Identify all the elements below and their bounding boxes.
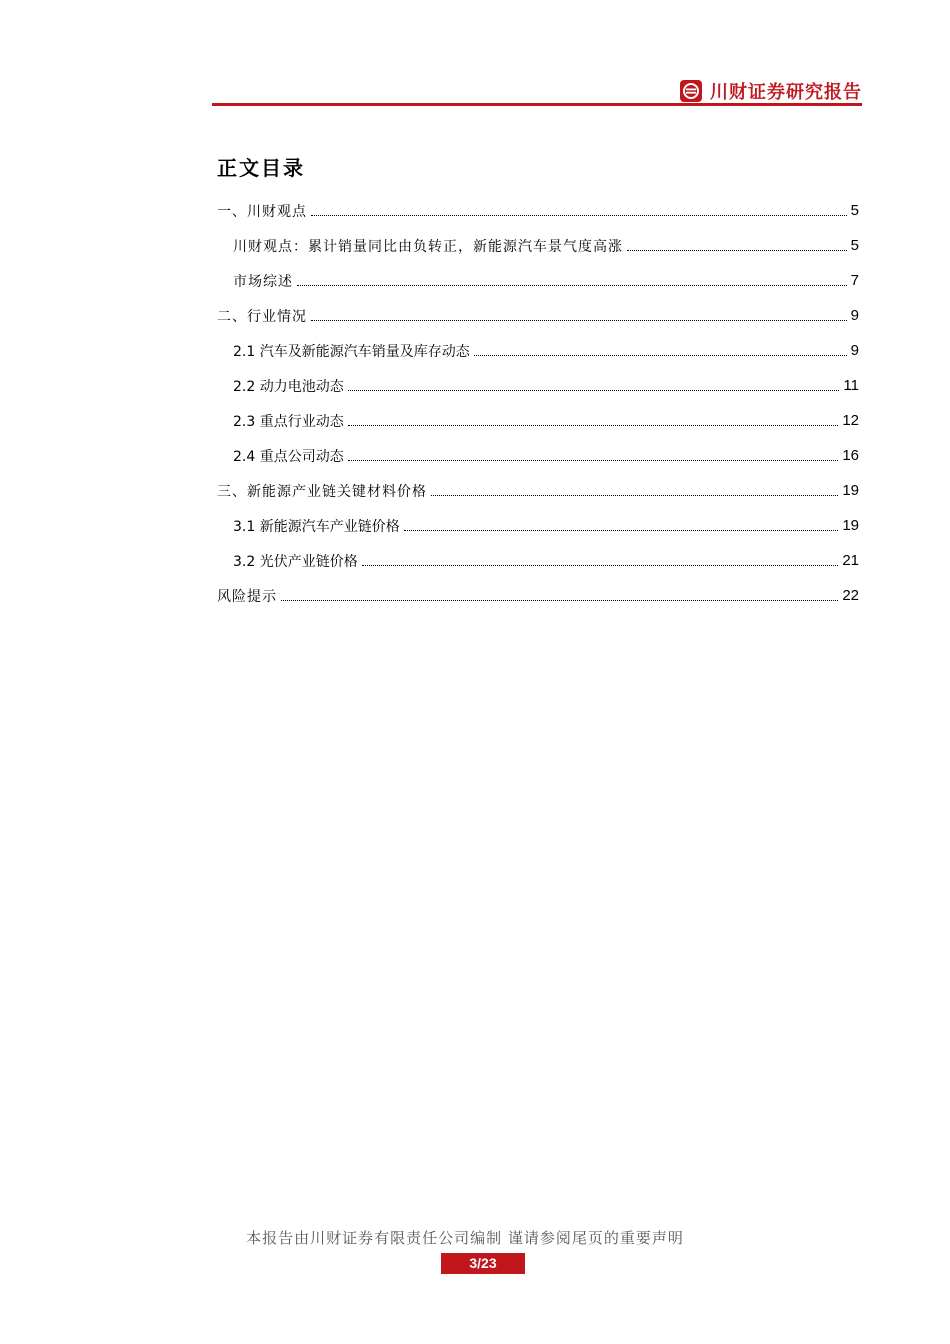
toc-dot-leader — [348, 390, 840, 391]
toc-entry-page: 5 — [850, 237, 859, 254]
toc-dot-leader — [431, 495, 838, 496]
toc-entry-page: 9 — [850, 342, 859, 359]
toc-entry-page: 19 — [842, 517, 859, 534]
toc-entry-page: 5 — [850, 202, 859, 219]
toc-entry-text: 2.1 汽车及新能源汽车销量及库存动态 — [233, 343, 470, 360]
toc-entry-page: 16 — [842, 447, 859, 464]
toc-entry[interactable] — [217, 578, 859, 613]
toc-dot-leader — [281, 600, 838, 601]
toc-entry-text: 2.4 重点公司动态 — [233, 448, 344, 465]
toc-entry[interactable] — [217, 298, 859, 333]
toc-entry-text: 市场综述 — [233, 273, 293, 290]
toc-dot-leader — [627, 250, 847, 251]
toc-entry-page: 22 — [842, 587, 859, 604]
toc-dot-leader — [311, 320, 847, 321]
toc-entry-page: 7 — [850, 272, 859, 289]
toc-dot-leader — [297, 285, 847, 286]
toc-entry-text: 二、行业情况 — [217, 308, 307, 325]
page-number: 3/23 — [441, 1253, 525, 1274]
toc-entry-text: 3.1 新能源汽车产业链价格 — [233, 518, 400, 535]
toc-entry[interactable] — [217, 333, 859, 368]
toc-entry-page: 9 — [850, 307, 859, 324]
table-of-contents — [217, 193, 859, 613]
toc-entry[interactable] — [217, 508, 859, 543]
brand-name: 川财证券研究报告 — [710, 82, 862, 103]
toc-dot-leader — [404, 530, 839, 531]
toc-entry-text: 风险提示 — [217, 588, 277, 605]
toc-entry-page: 11 — [843, 377, 859, 394]
toc-dot-leader — [474, 355, 847, 356]
toc-entry-text: 2.3 重点行业动态 — [233, 413, 344, 430]
disclaimer-text: 本报告由川财证券有限责任公司编制 谨请参阅尾页的重要声明 — [246, 1229, 684, 1247]
toc-entry-text: 2.2 动力电池动态 — [233, 378, 344, 395]
toc-entry[interactable] — [217, 438, 859, 473]
toc-entry[interactable] — [217, 473, 859, 508]
toc-entry-text: 3.2 光伏产业链价格 — [233, 553, 358, 570]
toc-dot-leader — [348, 425, 839, 426]
toc-dot-leader — [348, 460, 839, 461]
footer-note — [0, 1227, 950, 1248]
header-rule — [212, 103, 862, 106]
toc-entry-text: 一、川财观点 — [217, 203, 307, 220]
toc-entry[interactable] — [217, 368, 859, 403]
toc-entry[interactable] — [217, 263, 859, 298]
toc-entry-text: 川财观点：累计销量同比由负转正，新能源汽车景气度高涨 — [233, 238, 623, 255]
brand — [680, 78, 862, 104]
toc-entry[interactable] — [217, 403, 859, 438]
toc-dot-leader — [311, 215, 847, 216]
toc-entry[interactable] — [217, 193, 859, 228]
toc-entry[interactable] — [217, 228, 859, 263]
toc-entry-text: 三、新能源产业链关键材料价格 — [217, 483, 427, 500]
toc-title: 正文目录 — [217, 156, 305, 180]
toc-entry-page: 12 — [842, 412, 859, 429]
toc-entry-page: 21 — [842, 552, 859, 569]
chuancai-logo-icon — [680, 80, 702, 102]
toc-entry-page: 19 — [842, 482, 859, 499]
toc-dot-leader — [362, 565, 839, 566]
toc-entry[interactable] — [217, 543, 859, 578]
